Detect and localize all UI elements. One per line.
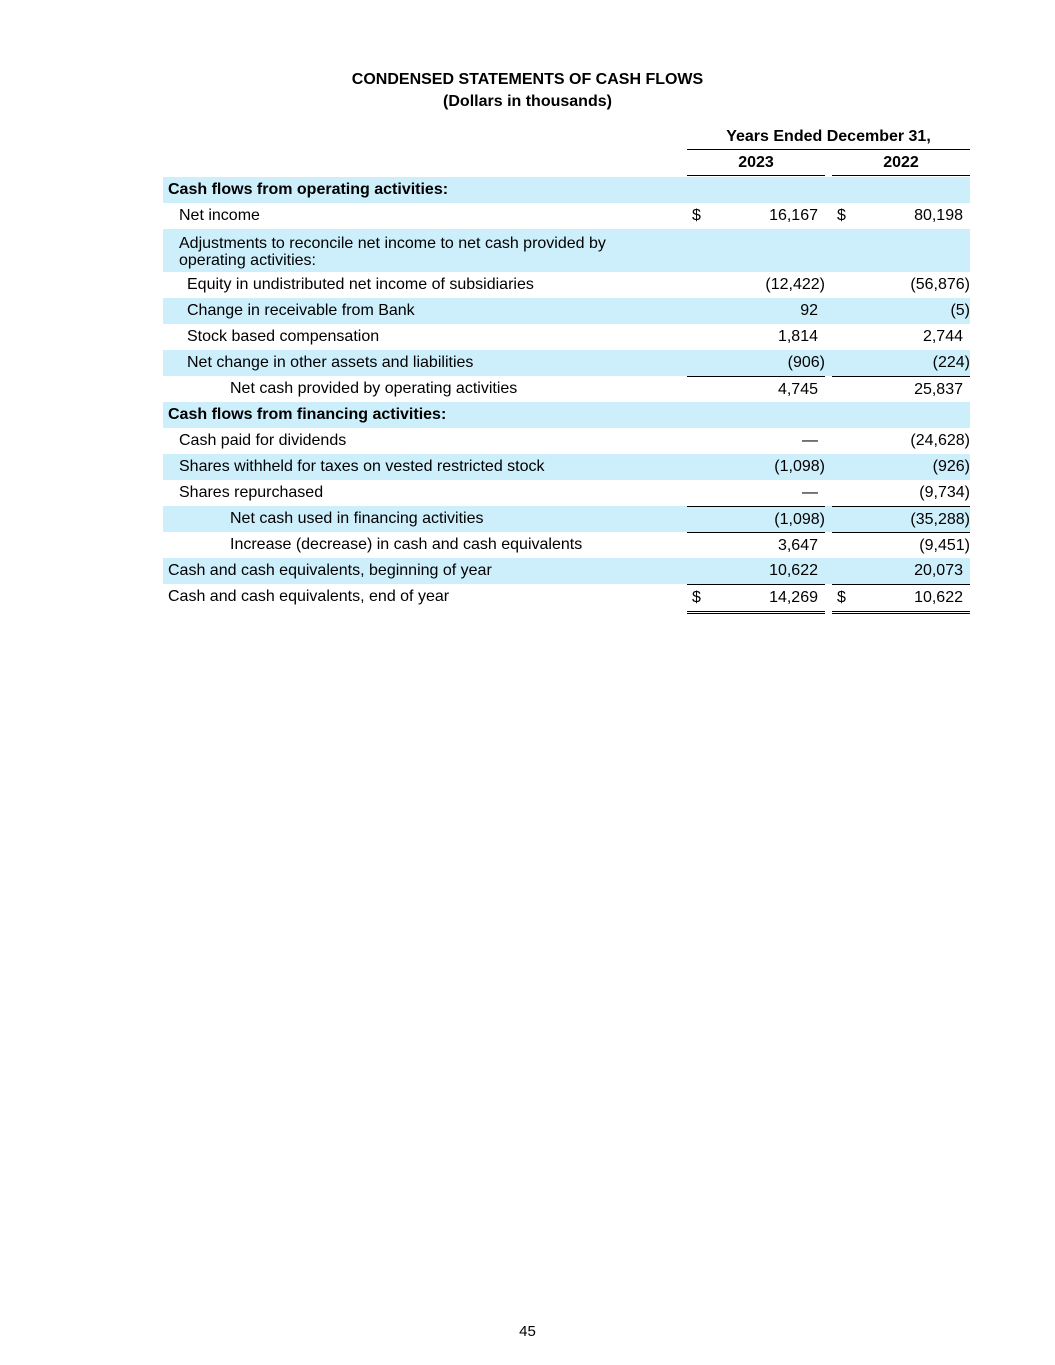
table-row: [163, 376, 970, 402]
table-row: [163, 506, 970, 532]
row-value: (224): [932, 354, 970, 371]
row-label: Equity in undistributed net income of subsidiaries: [187, 276, 534, 293]
row-value: 92: [800, 302, 818, 319]
row-label: Cash and cash equivalents, end of year: [168, 588, 450, 605]
value-2022: [832, 324, 970, 350]
table-row: [163, 402, 970, 428]
row-value: (24,628): [910, 432, 970, 449]
statement-subtitle: (Dollars in thousands): [443, 93, 612, 110]
header-period-row: [163, 125, 970, 151]
currency-symbol: $: [692, 207, 701, 224]
row-value: (1,098): [774, 511, 825, 528]
value-2022: [832, 454, 970, 480]
row-value: (56,876): [910, 276, 970, 293]
value-2023: [687, 558, 825, 584]
value-2022: [832, 203, 970, 229]
value-2023: [687, 376, 825, 403]
row-value: 16,167: [769, 207, 818, 224]
value-2022: [832, 350, 970, 376]
table-row: [163, 584, 970, 610]
row-value: 10,622: [914, 589, 963, 606]
value-2022: [832, 506, 970, 533]
value-2023: [687, 428, 825, 454]
row-label: Net income: [179, 207, 260, 224]
row-label: Adjustments to reconcile net income to net cash provided by operating activities:: [179, 235, 606, 269]
row-label: Shares repurchased: [179, 484, 324, 501]
value-2022: [832, 376, 970, 403]
row-value: (12,422): [765, 276, 825, 293]
row-value: 4,745: [777, 381, 818, 398]
row-label: Increase (decrease) in cash and cash equivalents: [230, 536, 583, 553]
row-value: 3,647: [777, 537, 818, 554]
value-2022: [832, 532, 970, 559]
row-value: 1,814: [777, 328, 818, 345]
statement-title: CONDENSED STATEMENTS OF CASH FLOWS: [351, 71, 704, 88]
value-2023: [687, 350, 825, 376]
row-label: Stock based compensation: [187, 328, 380, 345]
row-value: 14,269: [769, 589, 818, 606]
row-value: 25,837: [914, 381, 963, 398]
table-row: [163, 298, 970, 324]
row-label: Net cash used in financing activities: [230, 510, 484, 527]
row-value: (906): [787, 354, 825, 371]
row-label: Net cash provided by operating activities: [230, 380, 518, 397]
row-value: 2,744: [922, 328, 963, 345]
row-label: Cash paid for dividends: [179, 432, 347, 449]
value-2023: [687, 203, 825, 229]
value-2023: [687, 298, 825, 324]
header-year-2023: 2023: [687, 151, 825, 176]
table-row: [163, 428, 970, 454]
value-2023: [687, 584, 825, 614]
value-2022: [832, 298, 970, 324]
row-value: (9,451): [919, 537, 970, 554]
page-number: 45: [519, 1323, 536, 1340]
table-row: [163, 480, 970, 506]
row-label: Shares withheld for taxes on vested restricted stock: [179, 458, 545, 475]
row-value: (35,288): [910, 511, 970, 528]
value-2023: [687, 324, 825, 350]
row-value: —: [802, 484, 818, 501]
value-2022: [832, 428, 970, 454]
table-row: [163, 558, 970, 584]
value-2022: [832, 558, 970, 584]
value-2023: [687, 480, 825, 506]
header-years-row: [163, 151, 970, 177]
table-row: [163, 177, 970, 203]
table-row: [163, 532, 970, 558]
currency-symbol: $: [837, 207, 846, 224]
row-value: (5): [950, 302, 970, 319]
value-2022: [832, 272, 970, 298]
row-value: 10,622: [769, 562, 818, 579]
table-row: [163, 350, 970, 376]
value-2023: [687, 532, 825, 559]
currency-symbol: $: [692, 589, 701, 606]
row-value: (9,734): [919, 484, 970, 501]
row-value: (1,098): [774, 458, 825, 475]
table-row: [163, 272, 970, 298]
value-2023: [687, 506, 825, 533]
table-row: [163, 454, 970, 480]
value-2023: [687, 454, 825, 480]
section-heading-operating: Cash flows from operating activities:: [168, 181, 449, 198]
header-year-2022: 2022: [832, 151, 970, 176]
header-period: Years Ended December 31,: [687, 125, 970, 150]
row-value: 80,198: [914, 207, 963, 224]
value-2022: [832, 584, 970, 614]
row-value: (926): [932, 458, 970, 475]
row-label: Change in receivable from Bank: [187, 302, 415, 319]
row-label: Cash and cash equivalents, beginning of year: [168, 562, 492, 579]
table-row: [163, 229, 970, 272]
cash-flow-table: [163, 125, 970, 610]
table-row: [163, 324, 970, 350]
table-row: [163, 203, 970, 229]
value-2022: [832, 480, 970, 506]
section-heading-financing: Cash flows from financing activities:: [168, 406, 447, 423]
row-value: —: [802, 432, 818, 449]
row-value: 20,073: [914, 562, 963, 579]
value-2023: [687, 272, 825, 298]
currency-symbol: $: [837, 589, 846, 606]
row-label: Net change in other assets and liabilities: [187, 354, 474, 371]
